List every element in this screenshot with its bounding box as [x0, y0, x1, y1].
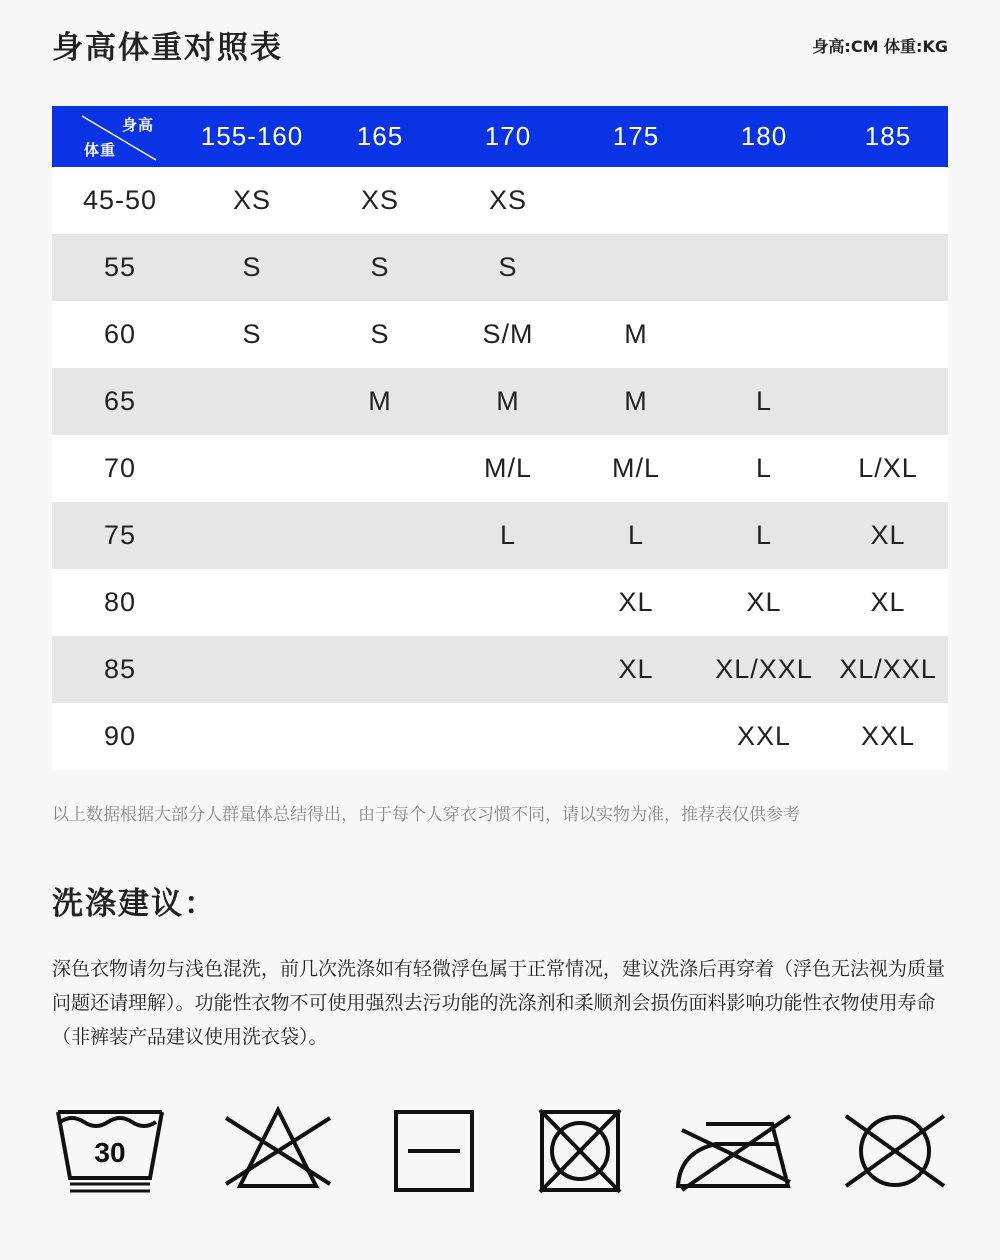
- height-header-0: 155-160: [200, 121, 304, 151]
- wash-section-title: 洗涤建议：: [52, 886, 217, 922]
- size-cell: M/L: [611, 453, 660, 483]
- no-iron-icon: [676, 1100, 796, 1196]
- size-cell: [444, 569, 572, 636]
- size-cell: [444, 703, 572, 770]
- height-header-5: 185: [864, 121, 912, 151]
- care-icons: [0, 1100, 1000, 1210]
- size-cell: [700, 301, 828, 368]
- table-header-row: [52, 106, 948, 167]
- weight-cell: 45-50: [82, 185, 158, 215]
- size-cell: XS: [488, 185, 528, 215]
- size-cell: [316, 502, 444, 569]
- size-cell: M: [624, 319, 648, 349]
- size-cell: XL: [618, 654, 654, 684]
- size-cell: [188, 435, 316, 502]
- size-cell: S: [370, 252, 390, 282]
- size-cell: M/L: [483, 453, 532, 483]
- size-cell: L/XL: [858, 453, 918, 483]
- size-cell: XS: [232, 185, 272, 215]
- size-cell: L: [627, 520, 645, 550]
- weight-cell: 70: [103, 453, 137, 483]
- size-cell: [444, 636, 572, 703]
- size-cell: S: [242, 319, 262, 349]
- size-cell: [700, 234, 828, 301]
- size-cell: [316, 569, 444, 636]
- table-row: [52, 703, 948, 770]
- size-cell: [828, 234, 948, 301]
- height-header-1: 165: [356, 121, 404, 151]
- weight-cell: 85: [103, 654, 137, 684]
- table-row: [52, 301, 948, 368]
- size-cell: M: [624, 386, 648, 416]
- size-cell: [188, 636, 316, 703]
- size-cell: [572, 167, 700, 234]
- size-cell: XS: [360, 185, 400, 215]
- size-cell: S: [242, 252, 262, 282]
- size-cell: [188, 703, 316, 770]
- size-cell: [316, 435, 444, 502]
- size-cell: S: [498, 252, 518, 282]
- size-cell: [828, 368, 948, 435]
- weight-cell: 80: [103, 587, 137, 617]
- table-row: [52, 167, 948, 234]
- size-cell: [572, 234, 700, 301]
- height-header-3: 175: [612, 121, 660, 151]
- table-row: [52, 502, 948, 569]
- height-header-4: 180: [740, 121, 788, 151]
- size-cell: XL: [618, 587, 654, 617]
- size-cell: XXL: [860, 721, 916, 751]
- size-cell: S/M: [482, 319, 534, 349]
- size-cell: M: [368, 386, 392, 416]
- size-cell: [700, 167, 828, 234]
- weight-cell: 55: [103, 252, 137, 282]
- size-chart-table: [52, 106, 948, 770]
- weight-cell: 60: [103, 319, 137, 349]
- size-cell: [188, 569, 316, 636]
- size-cell: [188, 502, 316, 569]
- no-dry-clean-icon: [842, 1100, 948, 1196]
- corner-weight-label: 体重: [84, 142, 117, 159]
- wash-temperature: 30: [94, 1137, 126, 1168]
- size-cell: [572, 703, 700, 770]
- size-cell: S: [370, 319, 390, 349]
- size-cell: L: [755, 386, 773, 416]
- wash-instructions: 深色衣物请勿与浅色混洗，前几次洗涤如有轻微浮色属于正常情况，建议洗涤后再穿着（浮色无法视为质量问题还请理解）。功能性衣物不可使用强烈去污功能的洗涤剂和柔顺剂会损伤面料影响功能性衣物使用寿命（非裤装产品建议使用洗衣袋）。: [52, 958, 946, 1048]
- size-cell: XL/XXL: [839, 654, 937, 684]
- table-row: [52, 636, 948, 703]
- size-cell: XL: [746, 587, 782, 617]
- table-row: [52, 569, 948, 636]
- wash-30-icon: [52, 1100, 168, 1196]
- size-cell: [828, 301, 948, 368]
- table-body: [52, 167, 948, 770]
- no-bleach-icon: [222, 1100, 334, 1196]
- page-title: 身高体重对照表: [52, 30, 283, 66]
- corner-header: [52, 106, 188, 167]
- size-cell: L: [499, 520, 517, 550]
- table-row: [52, 368, 948, 435]
- size-cell: [316, 703, 444, 770]
- weight-cell: 90: [103, 721, 137, 751]
- corner-height-label: 身高: [121, 117, 154, 134]
- size-cell: [828, 167, 948, 234]
- size-cell: [188, 368, 316, 435]
- size-cell: [316, 636, 444, 703]
- size-cell: M: [496, 386, 520, 416]
- weight-cell: 65: [103, 386, 137, 416]
- size-cell: XL: [870, 520, 906, 550]
- table-row: [52, 435, 948, 502]
- height-header-2: 170: [484, 121, 532, 151]
- corner-diagonal-line: [52, 106, 188, 167]
- size-note: 以上数据根据大部分人群量体总结得出，由于每个人穿衣习惯不同，请以实物为准，推荐表仅供参考: [52, 805, 800, 825]
- dry-flat-icon: [392, 1100, 476, 1196]
- size-cell: XL: [870, 587, 906, 617]
- size-cell: L: [755, 453, 773, 483]
- table-row: [52, 234, 948, 301]
- size-cell: XXL: [736, 721, 792, 751]
- unit-note: 身高:CM 体重:KG: [812, 37, 948, 56]
- size-cell: L: [755, 520, 773, 550]
- no-tumble-dry-icon: [538, 1100, 622, 1196]
- weight-cell: 75: [103, 520, 137, 550]
- size-cell: XL/XXL: [715, 654, 813, 684]
